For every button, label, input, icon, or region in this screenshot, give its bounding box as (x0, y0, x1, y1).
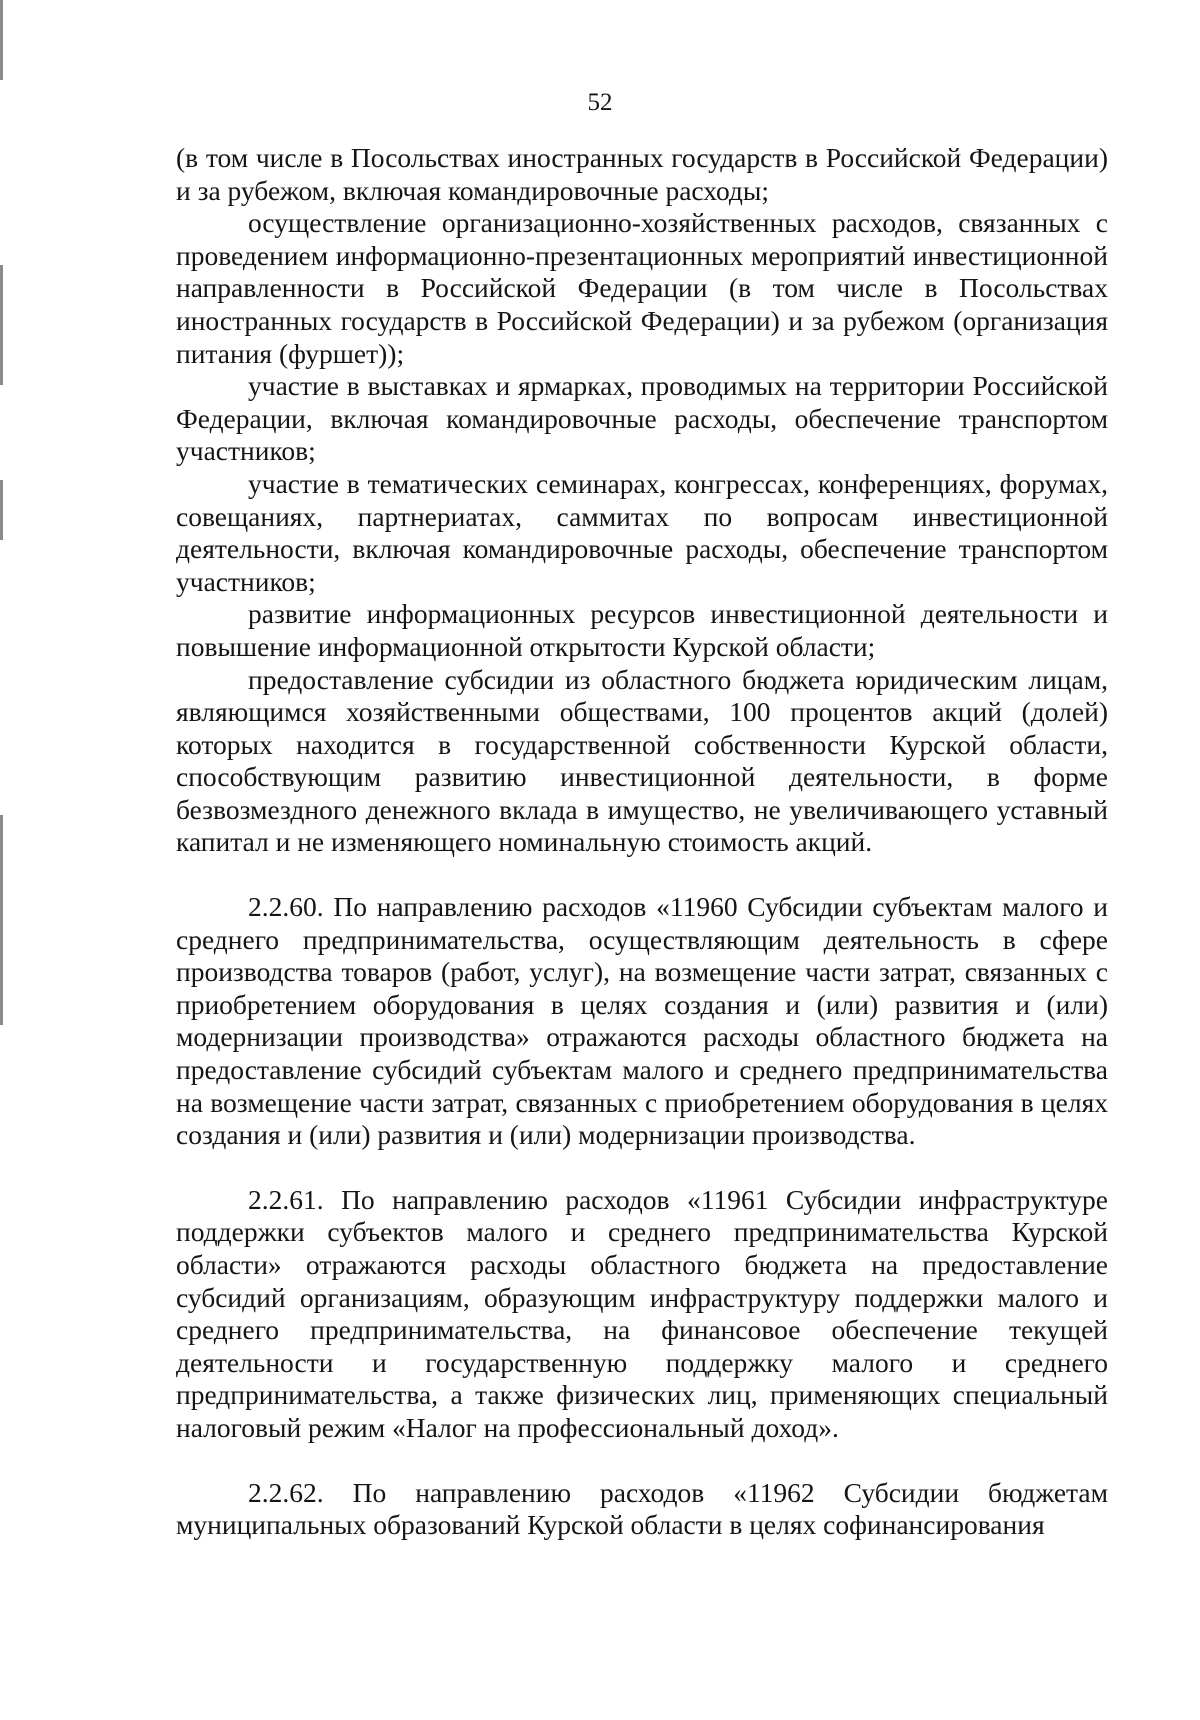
paragraph-subsidy-legal-entities: предоставление субсидии из областного бюджета юридическим лицам, являющимся хозяйственными обществами, 100 процентов акций (долей) которых находится в государственной собственности Курской области, способствующим развитию инвестиционной деятельности, в форме безвозмездного денежного вклада в имущество, не увеличивающего уставный капитал и не изменяющего номинальную стоимость акций. (176, 663, 1108, 858)
paragraph-exhibitions: участие в выставках и ярмарках, проводимых на территории Российской Федерации, включая командировочные расходы, обеспечение транспортом участников; (176, 370, 1108, 467)
scan-edge-mark (0, 480, 3, 540)
document-body (176, 142, 1108, 1542)
paragraph-2-2-61: 2.2.61. По направлению расходов «11961 Субсидии инфраструктуре поддержки субъектов малого и среднего предпринимательства Курской области» отражаются расходы областного бюджета на предоставление субсидий организациям, образующим инфраструктуру поддержки малого и среднего предпринимательства, на финансовое обеспечение текущей деятельности и государственную поддержку малого и среднего предпринимательства, а также физических лиц, применяющих специальный налоговый режим «Налог на профессиональный доход». (176, 1183, 1108, 1443)
paragraph-2-2-60: 2.2.60. По направлению расходов «11960 Субсидии субъектам малого и среднего предпринимательства, осуществляющим деятельность в сфере производства товаров (работ, услуг), на возмещение части затрат, связанных с приобретением оборудования в целях создания и (или) развития и (или) модернизации производства» отражаются расходы областного бюджета на предоставление субсидий субъектам малого и среднего предпринимательства на возмещение части затрат, связанных с приобретением оборудования в целях создания и (или) развития и (или) модернизации производства. (176, 891, 1108, 1151)
paragraph-continuation: (в том числе в Посольствах иностранных государств в Российской Федерации) и за рубежом, включая командировочные расходы; (176, 142, 1108, 206)
scan-edge-mark (0, 265, 3, 385)
paragraph-seminars: участие в тематических семинарах, конгрессах, конференциях, форумах, совещаниях, партнериатах, саммитах по вопросам инвестиционной деятельности, включая командировочные расходы, обеспечение транспортом участников; (176, 467, 1108, 597)
scan-edge-mark (0, 0, 3, 80)
paragraph-information-resources: развитие информационных ресурсов инвестиционной деятельности и повышение информационной открытости Курской области; (176, 598, 1108, 662)
page-number: 52 (587, 89, 613, 116)
paragraph-2-2-62: 2.2.62. По направлению расходов «11962 Субсидии бюджетам муниципальных образований Курской области в целях софинансирования (176, 1476, 1108, 1541)
paragraph-organizational-expenses: осуществление организационно-хозяйственных расходов, связанных с проведением информационно-презентационных мероприятий инвестиционной направленности в Российской Федерации (в том числе в Посольствах иностранных государств в Российской Федерации) и за рубежом (организация питания (фуршет)); (176, 207, 1108, 369)
scan-edge-mark (0, 815, 3, 1025)
